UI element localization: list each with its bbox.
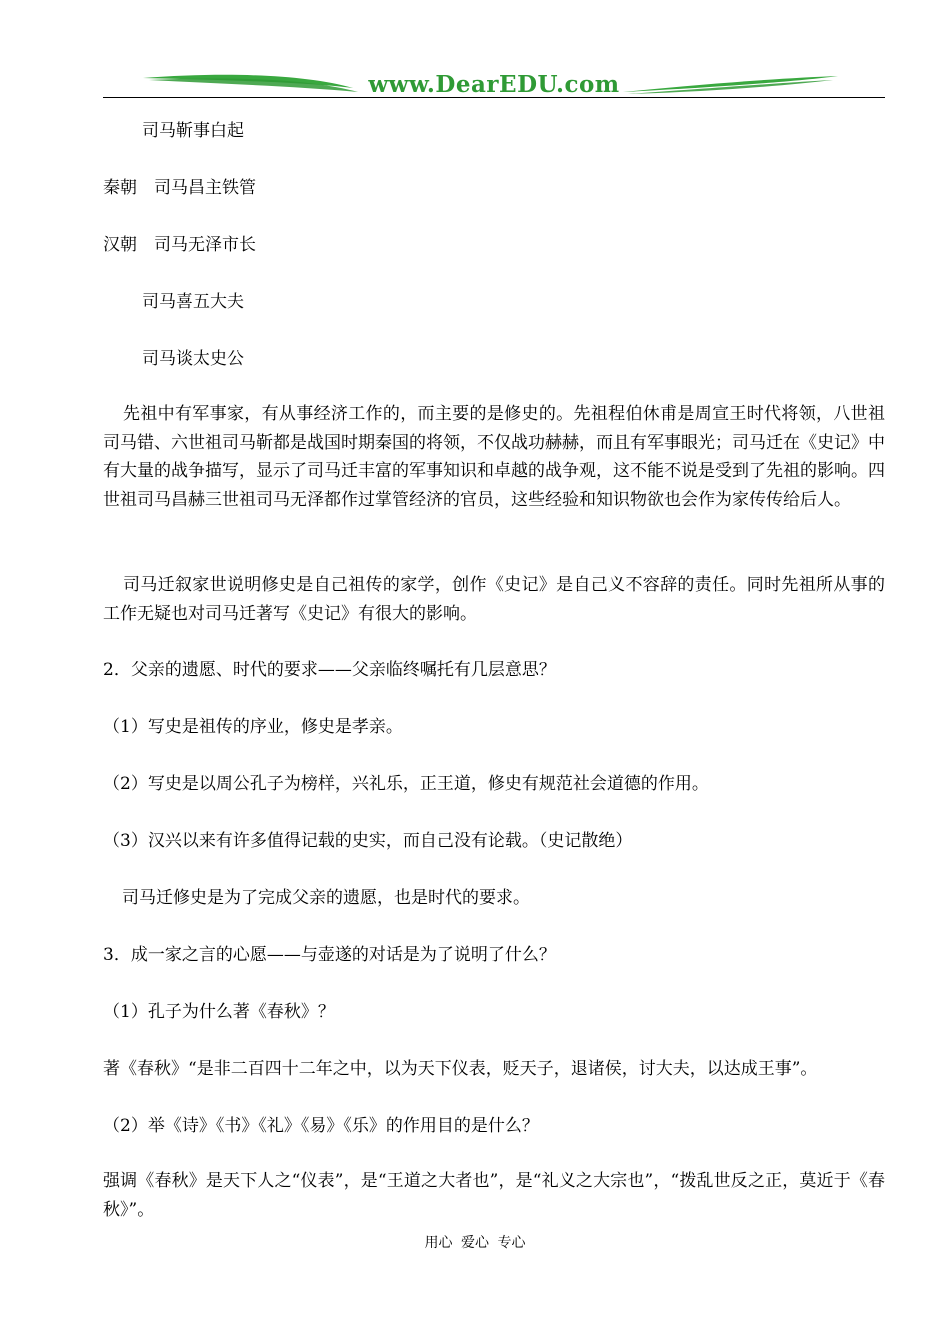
list-item: （2）举《诗》《书》《礼》《易》《乐》的作用目的是什么？ (103, 1116, 539, 1136)
text-line: 司马喜五大夫 (142, 292, 244, 312)
list-item: （1）写史是祖传的序业，修史是孝亲。 (103, 717, 403, 737)
paragraph (103, 1167, 885, 1224)
text-line: 司马谈太史公 (142, 349, 244, 369)
page-footer: 用心 爱心 专心 (424, 1235, 526, 1251)
site-title[interactable]: www.DearEDU.com (368, 71, 620, 98)
text-line: 司马迁修史是为了完成父亲的遗愿，也是时代的要求。 (122, 888, 530, 908)
list-item: （3）汉兴以来有许多值得记载的史实，而自己没有论载。（史记散绝） (103, 831, 633, 851)
section-heading: 3．成一家之言的心愿——与壶遂的对话是为了说明了什么？ (103, 945, 556, 965)
paragraph (103, 571, 885, 628)
text-line: 著《春秋》“是非二百四十二年之中，以为天下仪表，贬天子，退诸侯，讨大夫，以达成王事”。 (103, 1059, 818, 1079)
paragraph (103, 400, 885, 514)
text-line: 秦朝 司马昌主铁管 (103, 178, 256, 198)
paragraph-text: 司马迁叙家世说明修史是自己祖传的家学，创作《史记》是自己义不容辞的责任。同时先祖所从事的工作无疑也对司马迁著写《史记》有很大的影响。 (103, 575, 885, 624)
list-item: （2）写史是以周公孔子为榜样，兴礼乐，正王道，修史有规范社会道德的作用。 (103, 774, 709, 794)
text-line: 汉朝 司马无泽市长 (103, 235, 256, 255)
paragraph-text: 先祖中有军事家，有从事经济工作的，而主要的是修史的。先祖程伯休甫是周宣王时代将领，八世祖司马错、六世祖司马靳都是战国时期秦国的将领，不仅战功赫赫，而且有军事眼光；司马迁在《史记》中有大量的战争描写，显示了司马迁丰富的军事知识和卓越的战争观，这不能不说是受到了先祖的影响。四世祖司马昌赫三世祖司马无泽都作过掌管经济的官员，这些经验和知识物欲也会作为家传传给后人。 (103, 404, 885, 510)
text-line: 司马靳事白起 (142, 121, 244, 141)
section-heading: 2．父亲的遗愿、时代的要求——父亲临终嘱托有几层意思？ (103, 660, 556, 680)
paragraph-text: 强调《春秋》是天下人之“仪表”，是“王道之大者也”，是“礼义之大宗也”，“拨乱世反之正，莫近于《春秋》”。 (103, 1171, 885, 1220)
list-item: （1）孔子为什么著《春秋》？ (103, 1002, 335, 1022)
header-divider (103, 97, 885, 98)
